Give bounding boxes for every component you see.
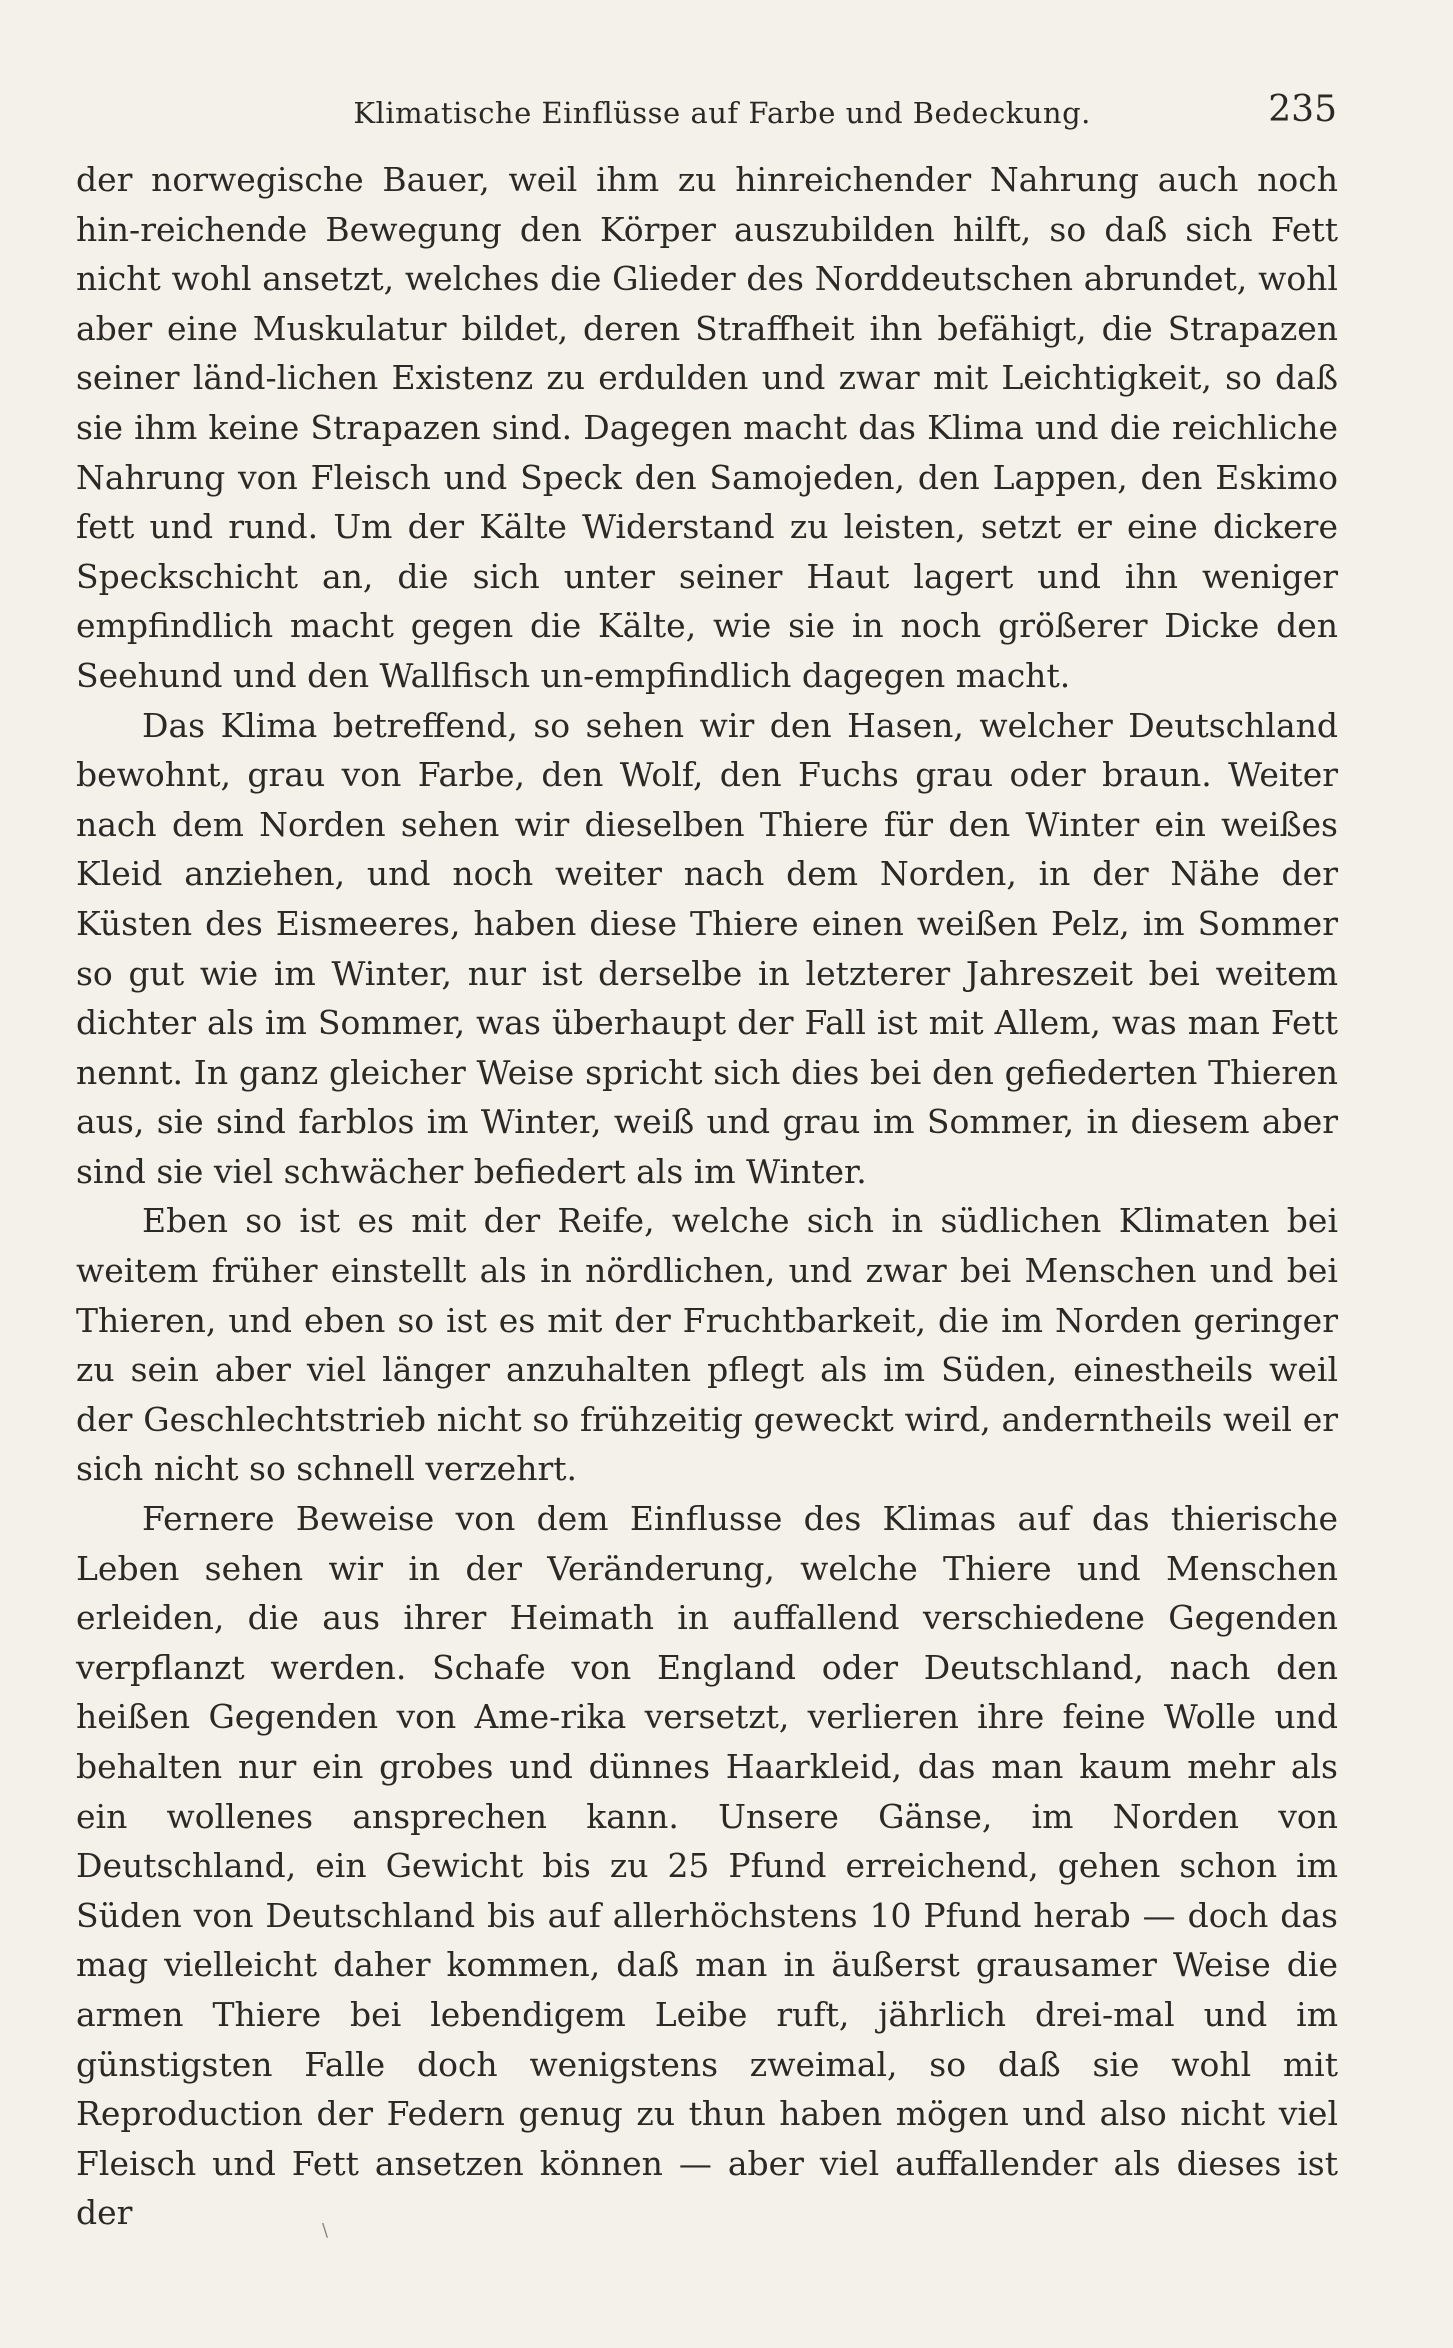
stray-ink-mark: \: [322, 2220, 329, 2241]
running-title: Klimatische Einflüsse auf Farbe und Bedeckung.: [353, 96, 1091, 130]
paragraph-1: der norwegische Bauer, weil ihm zu hinreichender Nahrung auch noch hin-reichende Bewegung den Körper auszubilden hilft, so daß sich Fett nicht wohl ansetzt, welches die Glieder des Norddeutschen abrundet, wohl aber eine Muskulatur bildet, deren Straffheit ihn befähigt, die Strapazen seiner länd-lichen Existenz zu erdulden und zwar mit Leichtigkeit, so daß sie ihm keine Strapazen sind. Dagegen macht das Klima und die reichliche Nahrung von Fleisch und Speck den Samojeden, den Lappen, den Eskimo fett und rund. Um der Kälte Widerstand zu leisten, setzt er eine dickere Speckschicht an, die sich unter seiner Haut lagert und ihn weniger empfindlich macht gegen die Kälte, wie sie in noch größerer Dicke den Seehund und den Wallfisch un-empfindlich dagegen macht.: [76, 160, 1338, 695]
paragraph-4: Fernere Beweise von dem Einflusse des Klimas auf das thierische Leben sehen wir in der Veränderung, welche Thiere und Menschen erleiden, die aus ihrer Heimath in auffallend verschiedene Gegenden verpflanzt werden. Schafe von England oder Deutschland, nach den heißen Gegenden von Ame-rika versetzt, verlieren ihre feine Wolle und behalten nur ein grobes und dünnes Haarkleid, das man kaum mehr als ein wollenes ansprechen kann. Unsere Gänse, im Norden von Deutschland, ein Gewicht bis zu 25 Pfund erreichend, gehen schon im Süden von Deutschland bis auf allerhöchstens 10 Pfund herab — doch das mag vielleicht daher kommen, daß man in äußerst grausamer Weise die armen Thiere bei lebendigem Leibe ruft, jährlich drei-mal und im günstigsten Falle doch wenigstens zweimal, so daß sie wohl mit Reproduction der Federn genug zu thun haben mögen und also nicht viel Fleisch und Fett ansetzen können — aber viel auffallender als dieses ist der: [76, 1499, 1338, 2233]
paragraph-3: Eben so ist es mit der Reife, welche sich in südlichen Klimaten bei weitem früher einstellt als in nördlichen, und zwar bei Menschen und bei Thieren, und eben so ist es mit der Fruchtbarkeit, die im Norden geringer zu sein aber viel länger anzuhalten pflegt als im Süden, einestheils weil der Geschlechtstrieb nicht so frühzeitig geweckt wird, anderntheils weil er sich nicht so schnell verzehrt.: [76, 1201, 1338, 1489]
body-text: [76, 155, 1338, 2238]
page-number: 235: [1268, 89, 1337, 130]
page-header: [76, 78, 1337, 130]
paragraph-2: Das Klima betreffend, so sehen wir den Hasen, welcher Deutschland bewohnt, grau von Farbe, den Wolf, den Fuchs grau oder braun. Weiter nach dem Norden sehen wir dieselben Thiere für den Winter ein weißes Kleid anziehen, und noch weiter nach dem Norden, in der Nähe der Küsten des Eismeeres, haben diese Thiere einen weißen Pelz, im Sommer so gut wie im Winter, nur ist derselbe in letzterer Jahreszeit bei weitem dichter als im Sommer, was überhaupt der Fall ist mit Allem, was man Fett nennt. In ganz gleicher Weise spricht sich dies bei den gefiederten Thieren aus, sie sind farblos im Winter, weiß und grau im Sommer, in diesem aber sind sie viel schwächer befiedert als im Winter.: [76, 705, 1338, 1191]
